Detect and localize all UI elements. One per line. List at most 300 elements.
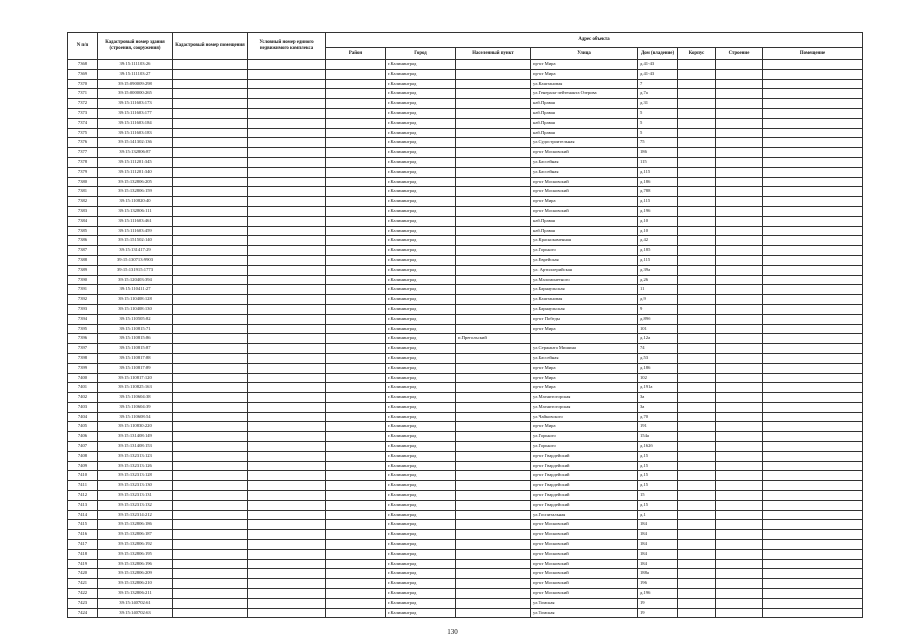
cell-cad-premise xyxy=(173,128,248,138)
cell-house: д.788 xyxy=(638,187,678,197)
cell-cad-building: 39:15:111603:183 xyxy=(98,128,173,138)
cell-district xyxy=(326,118,386,128)
cell-city: г.Калининград xyxy=(386,69,456,79)
cell-korpus xyxy=(678,304,716,314)
cell-city: г.Калининград xyxy=(386,422,456,432)
cell-cad-building: 39:15:111603:173 xyxy=(98,99,173,109)
cell-street: наб.Правая xyxy=(531,108,638,118)
cell-cad-building: 39:15:132806:209 xyxy=(98,569,173,579)
cell-cad-building: 39:15:111603:461 xyxy=(98,216,173,226)
cell-cad-premise xyxy=(173,187,248,197)
cell-cad-building: 39:15:132806:195 xyxy=(98,549,173,559)
cell-cond-complex xyxy=(248,275,326,285)
cell-city: г.Калининград xyxy=(386,99,456,109)
cell-cad-premise xyxy=(173,324,248,334)
table-row xyxy=(68,167,863,177)
cell-city: г.Калининград xyxy=(386,177,456,187)
cell-stroenie xyxy=(716,412,763,422)
cell-cond-complex xyxy=(248,177,326,187)
cell-street: пр-кт Московский xyxy=(531,549,638,559)
cell-pomeshenie xyxy=(763,344,863,354)
cell-settlement xyxy=(456,540,531,550)
cell-house: д.41-43 xyxy=(638,60,678,70)
cell-cad-premise xyxy=(173,99,248,109)
cell-stroenie xyxy=(716,363,763,373)
cell-house: 3а xyxy=(638,393,678,403)
cell-num: 7401 xyxy=(68,383,98,393)
cell-district xyxy=(326,99,386,109)
cell-cond-complex xyxy=(248,79,326,89)
table-row xyxy=(68,491,863,501)
cell-settlement xyxy=(456,89,531,99)
cell-cad-building: 39:15:132806:192 xyxy=(98,540,173,550)
cell-stroenie xyxy=(716,491,763,501)
table-row xyxy=(68,197,863,207)
cell-street: пр-кт Московский xyxy=(531,177,638,187)
cell-settlement xyxy=(456,559,531,569)
cell-cad-premise xyxy=(173,304,248,314)
cell-cad-premise xyxy=(173,148,248,158)
cell-cad-premise xyxy=(173,491,248,501)
cell-cad-premise xyxy=(173,79,248,89)
cell-num: 7382 xyxy=(68,197,98,207)
cell-stroenie xyxy=(716,540,763,550)
header-stroenie: Строение xyxy=(716,48,763,60)
cell-korpus xyxy=(678,559,716,569)
cell-city: г.Калининград xyxy=(386,89,456,99)
header-pomeshenie: Помещение xyxy=(763,48,863,60)
cell-street: пр-кт Московский xyxy=(531,520,638,530)
cell-district xyxy=(326,481,386,491)
table-row xyxy=(68,206,863,216)
header-cond-complex: Условный номер единого недвижимого комплекса xyxy=(248,33,326,60)
cell-cad-building: 39:15:132313:130 xyxy=(98,481,173,491)
cell-pomeshenie xyxy=(763,559,863,569)
cell-cad-premise xyxy=(173,559,248,569)
cell-district xyxy=(326,589,386,599)
cell-cad-premise xyxy=(173,285,248,295)
cell-pomeshenie xyxy=(763,520,863,530)
cell-korpus xyxy=(678,216,716,226)
cell-settlement xyxy=(456,491,531,501)
cell-num: 7381 xyxy=(68,187,98,197)
cell-district xyxy=(326,324,386,334)
table-row xyxy=(68,598,863,608)
cell-settlement xyxy=(456,461,531,471)
cell-street: пр-кт Мира xyxy=(531,363,638,373)
cell-pomeshenie xyxy=(763,412,863,422)
cell-korpus xyxy=(678,138,716,148)
cell-street: ул.Бассейная xyxy=(531,157,638,167)
cell-district xyxy=(326,275,386,285)
cell-pomeshenie xyxy=(763,99,863,109)
cell-cad-premise xyxy=(173,608,248,618)
table-row xyxy=(68,187,863,197)
cell-cad-premise xyxy=(173,383,248,393)
cell-cad-premise xyxy=(173,177,248,187)
cell-cad-premise xyxy=(173,461,248,471)
cell-num: 7386 xyxy=(68,236,98,246)
cell-stroenie xyxy=(716,373,763,383)
cell-district xyxy=(326,197,386,207)
cell-city: г.Калининград xyxy=(386,353,456,363)
cell-stroenie xyxy=(716,99,763,109)
cell-settlement: п.Прегольский xyxy=(456,334,531,344)
cell-korpus xyxy=(678,99,716,109)
cell-street: пр-кт Московский xyxy=(531,206,638,216)
table-row xyxy=(68,69,863,79)
cell-district xyxy=(326,579,386,589)
cell-num: 7422 xyxy=(68,589,98,599)
cell-street: ул.Каштановая xyxy=(531,79,638,89)
cell-cad-premise xyxy=(173,69,248,79)
cell-stroenie xyxy=(716,89,763,99)
cell-stroenie xyxy=(716,255,763,265)
cell-cond-complex xyxy=(248,393,326,403)
cell-district xyxy=(326,304,386,314)
cell-street: ул.Магнитогорская xyxy=(531,393,638,403)
cell-pomeshenie xyxy=(763,314,863,324)
cell-street: пр-кт Гвардейский xyxy=(531,471,638,481)
cell-cond-complex xyxy=(248,598,326,608)
cell-korpus xyxy=(678,148,716,158)
cell-city: г.Калининград xyxy=(386,60,456,70)
cell-num: 7395 xyxy=(68,324,98,334)
cell-cad-building: 39:15:111103:26 xyxy=(98,60,173,70)
cell-cad-premise xyxy=(173,344,248,354)
cell-cad-building: 39:15:131915:1773 xyxy=(98,265,173,275)
table-row xyxy=(68,157,863,167)
cell-cad-building: 39:15:111603:177 xyxy=(98,108,173,118)
cell-num: 7406 xyxy=(68,432,98,442)
cell-stroenie xyxy=(716,295,763,305)
cell-cad-building: 39:15:110815:87 xyxy=(98,344,173,354)
cell-num: 7397 xyxy=(68,344,98,354)
cell-cad-premise xyxy=(173,216,248,226)
cell-house: д.26 xyxy=(638,275,678,285)
cell-street: ул.Чайковского xyxy=(531,412,638,422)
cell-cad-premise xyxy=(173,510,248,520)
cell-korpus xyxy=(678,157,716,167)
cell-settlement xyxy=(456,295,531,305)
cell-pomeshenie xyxy=(763,402,863,412)
header-district: Район xyxy=(326,48,386,60)
cell-korpus xyxy=(678,285,716,295)
cell-pomeshenie xyxy=(763,167,863,177)
table-body xyxy=(68,60,863,618)
cell-stroenie xyxy=(716,589,763,599)
cell-stroenie xyxy=(716,383,763,393)
cell-pomeshenie xyxy=(763,69,863,79)
cell-stroenie xyxy=(716,549,763,559)
cell-pomeshenie xyxy=(763,608,863,618)
cell-korpus xyxy=(678,520,716,530)
cell-pomeshenie xyxy=(763,442,863,452)
cell-cond-complex xyxy=(248,99,326,109)
cell-cad-premise xyxy=(173,373,248,383)
header-street: Улица xyxy=(531,48,638,60)
cell-num: 7424 xyxy=(68,608,98,618)
cell-num: 7389 xyxy=(68,265,98,275)
cell-cad-premise xyxy=(173,60,248,70)
cell-city: г.Калининград xyxy=(386,255,456,265)
cell-city: г.Калининград xyxy=(386,589,456,599)
cell-house: д.191а xyxy=(638,383,678,393)
cell-stroenie xyxy=(716,569,763,579)
cell-stroenie xyxy=(716,598,763,608)
cell-street: пр-кт Мира xyxy=(531,69,638,79)
table-row xyxy=(68,412,863,422)
cell-korpus xyxy=(678,579,716,589)
cell-stroenie xyxy=(716,461,763,471)
header-city: Город xyxy=(386,48,456,60)
cell-cad-premise xyxy=(173,265,248,275)
table-row xyxy=(68,559,863,569)
cell-city: г.Калининград xyxy=(386,373,456,383)
cell-cad-premise xyxy=(173,255,248,265)
cell-korpus xyxy=(678,402,716,412)
register-sheet xyxy=(67,32,862,618)
cell-district xyxy=(326,383,386,393)
cell-cad-building: 39:15:111103:27 xyxy=(98,69,173,79)
cell-cond-complex xyxy=(248,579,326,589)
cell-cad-premise xyxy=(173,138,248,148)
cell-pomeshenie xyxy=(763,589,863,599)
cell-cad-building: 39:15:110408:128 xyxy=(98,295,173,305)
cell-house: д.186 xyxy=(638,363,678,373)
cell-korpus xyxy=(678,265,716,275)
cell-pomeshenie xyxy=(763,353,863,363)
cell-cond-complex xyxy=(248,471,326,481)
cell-district xyxy=(326,402,386,412)
cell-korpus xyxy=(678,549,716,559)
cell-cad-building: 39:15:132314:212 xyxy=(98,510,173,520)
cell-house: 184 xyxy=(638,540,678,550)
cell-pomeshenie xyxy=(763,60,863,70)
table-row xyxy=(68,344,863,354)
cell-cad-premise xyxy=(173,481,248,491)
cell-settlement xyxy=(456,157,531,167)
cell-cond-complex xyxy=(248,608,326,618)
cell-num: 7376 xyxy=(68,138,98,148)
cell-house: 75 xyxy=(638,138,678,148)
cell-cad-premise xyxy=(173,167,248,177)
cell-street xyxy=(531,334,638,344)
table-row xyxy=(68,138,863,148)
cell-house: д.115 xyxy=(638,197,678,207)
cell-num: 7383 xyxy=(68,206,98,216)
cell-stroenie xyxy=(716,285,763,295)
cell-street: ул.Томская xyxy=(531,608,638,618)
cell-district xyxy=(326,569,386,579)
cell-cond-complex xyxy=(248,167,326,177)
cell-street: ул.Судостроительная xyxy=(531,138,638,148)
cell-district xyxy=(326,177,386,187)
cell-district xyxy=(326,138,386,148)
cell-settlement xyxy=(456,363,531,373)
cell-korpus xyxy=(678,275,716,285)
cell-num: 7385 xyxy=(68,226,98,236)
table-row xyxy=(68,304,863,314)
header-settlement: Населенный пункт xyxy=(456,48,531,60)
cell-pomeshenie xyxy=(763,569,863,579)
cell-cad-building: 39:15:132313:123 xyxy=(98,451,173,461)
cell-korpus xyxy=(678,373,716,383)
cell-settlement xyxy=(456,314,531,324)
cell-district xyxy=(326,491,386,501)
cell-cad-building: 39:15:111603:459 xyxy=(98,226,173,236)
cell-korpus xyxy=(678,569,716,579)
cell-street: пр-кт Победы xyxy=(531,314,638,324)
table-row xyxy=(68,275,863,285)
cell-cad-building: 39:15:132806:205 xyxy=(98,177,173,187)
cell-cad-building: 39:15:151502:140 xyxy=(98,236,173,246)
cell-house: д.10 xyxy=(638,226,678,236)
cell-street: пр-кт Московский xyxy=(531,559,638,569)
cell-cad-building: 39:15:131408:149 xyxy=(98,432,173,442)
cell-korpus xyxy=(678,353,716,363)
cell-street: ул.Горького xyxy=(531,432,638,442)
cell-city: г.Калининград xyxy=(386,559,456,569)
cell-cond-complex xyxy=(248,255,326,265)
cell-street: пр-кт Московский xyxy=(531,589,638,599)
cell-city: г.Калининград xyxy=(386,481,456,491)
cell-street: наб.Правая xyxy=(531,216,638,226)
cell-cad-building: 39:15:140702:61 xyxy=(98,598,173,608)
cell-cond-complex xyxy=(248,442,326,452)
cell-stroenie xyxy=(716,187,763,197)
cell-district xyxy=(326,451,386,461)
cell-house: 3а xyxy=(638,402,678,412)
cell-cond-complex xyxy=(248,108,326,118)
cell-cond-complex xyxy=(248,363,326,373)
cell-street: наб.Правая xyxy=(531,128,638,138)
cell-num: 7409 xyxy=(68,461,98,471)
cell-stroenie xyxy=(716,118,763,128)
table-row xyxy=(68,246,863,256)
cell-stroenie xyxy=(716,265,763,275)
cell-num: 7396 xyxy=(68,334,98,344)
cell-city: г.Калининград xyxy=(386,216,456,226)
table-row xyxy=(68,89,863,99)
cell-cond-complex xyxy=(248,334,326,344)
cell-district xyxy=(326,540,386,550)
cell-city: г.Калининград xyxy=(386,314,456,324)
cell-cad-building: 39:15:132313:131 xyxy=(98,491,173,501)
cell-stroenie xyxy=(716,530,763,540)
cell-num: 7392 xyxy=(68,295,98,305)
cell-settlement xyxy=(456,481,531,491)
cell-cad-premise xyxy=(173,108,248,118)
cell-house: 184 xyxy=(638,530,678,540)
cell-cond-complex xyxy=(248,402,326,412)
cell-pomeshenie xyxy=(763,246,863,256)
cell-pomeshenie xyxy=(763,275,863,285)
cell-cad-premise xyxy=(173,393,248,403)
cell-korpus xyxy=(678,491,716,501)
cell-city: г.Калининград xyxy=(386,579,456,589)
cell-cad-building: 39:15:141302:136 xyxy=(98,138,173,148)
cell-korpus xyxy=(678,197,716,207)
cell-num: 7393 xyxy=(68,304,98,314)
cell-city: г.Калининград xyxy=(386,118,456,128)
cell-city: г.Калининград xyxy=(386,442,456,452)
cell-pomeshenie xyxy=(763,197,863,207)
cell-district xyxy=(326,69,386,79)
cell-street: пр-кт Мира xyxy=(531,383,638,393)
cell-pomeshenie xyxy=(763,530,863,540)
cell-stroenie xyxy=(716,471,763,481)
cell-settlement xyxy=(456,236,531,246)
cell-settlement xyxy=(456,402,531,412)
cell-house: 188а xyxy=(638,569,678,579)
cell-cad-building: 39:15:110604:38 xyxy=(98,393,173,403)
cell-num: 7371 xyxy=(68,89,98,99)
cell-street: ул.Барнаульская xyxy=(531,285,638,295)
table-row xyxy=(68,481,863,491)
cell-city: г.Калининград xyxy=(386,236,456,246)
cell-pomeshenie xyxy=(763,236,863,246)
cell-settlement xyxy=(456,373,531,383)
table-row xyxy=(68,383,863,393)
table-row xyxy=(68,334,863,344)
cell-district xyxy=(326,60,386,70)
cell-cad-building: 39:15:140702:63 xyxy=(98,608,173,618)
cell-cad-premise xyxy=(173,432,248,442)
cell-district xyxy=(326,226,386,236)
cell-cad-building: 39:15:130713:9903 xyxy=(98,255,173,265)
cell-house: 5 xyxy=(638,118,678,128)
cell-cad-building: 39:15:110817:88 xyxy=(98,353,173,363)
cell-settlement xyxy=(456,451,531,461)
cell-cond-complex xyxy=(248,118,326,128)
cell-pomeshenie xyxy=(763,295,863,305)
cell-street: ул.Бассейная xyxy=(531,353,638,363)
cell-cond-complex xyxy=(248,285,326,295)
cell-settlement xyxy=(456,530,531,540)
cell-cad-premise xyxy=(173,579,248,589)
cell-cad-building: 39:15:131408:153 xyxy=(98,442,173,452)
cell-stroenie xyxy=(716,344,763,354)
cell-num: 7414 xyxy=(68,510,98,520)
cell-city: г.Калининград xyxy=(386,363,456,373)
cell-stroenie xyxy=(716,128,763,138)
cell-house: 11 xyxy=(638,285,678,295)
cell-pomeshenie xyxy=(763,148,863,158)
cell-cad-premise xyxy=(173,226,248,236)
cell-num: 7423 xyxy=(68,598,98,608)
cell-district xyxy=(326,422,386,432)
cell-street: ул.Бассейная xyxy=(531,167,638,177)
cell-cad-building: 39:15:132806:187 xyxy=(98,530,173,540)
cell-num: 7368 xyxy=(68,60,98,70)
cell-cad-building: 39:15:111201:340 xyxy=(98,167,173,177)
table-row xyxy=(68,177,863,187)
cell-cad-premise xyxy=(173,197,248,207)
table-row xyxy=(68,500,863,510)
cell-district xyxy=(326,148,386,158)
cell-district xyxy=(326,236,386,246)
cell-korpus xyxy=(678,589,716,599)
cell-stroenie xyxy=(716,314,763,324)
cell-cad-building: 39:15:110604:39 xyxy=(98,402,173,412)
cell-cond-complex xyxy=(248,265,326,275)
cell-pomeshenie xyxy=(763,373,863,383)
cell-cad-premise xyxy=(173,314,248,324)
cell-house: 115 xyxy=(638,157,678,167)
cell-stroenie xyxy=(716,157,763,167)
cell-house: 19 xyxy=(638,598,678,608)
